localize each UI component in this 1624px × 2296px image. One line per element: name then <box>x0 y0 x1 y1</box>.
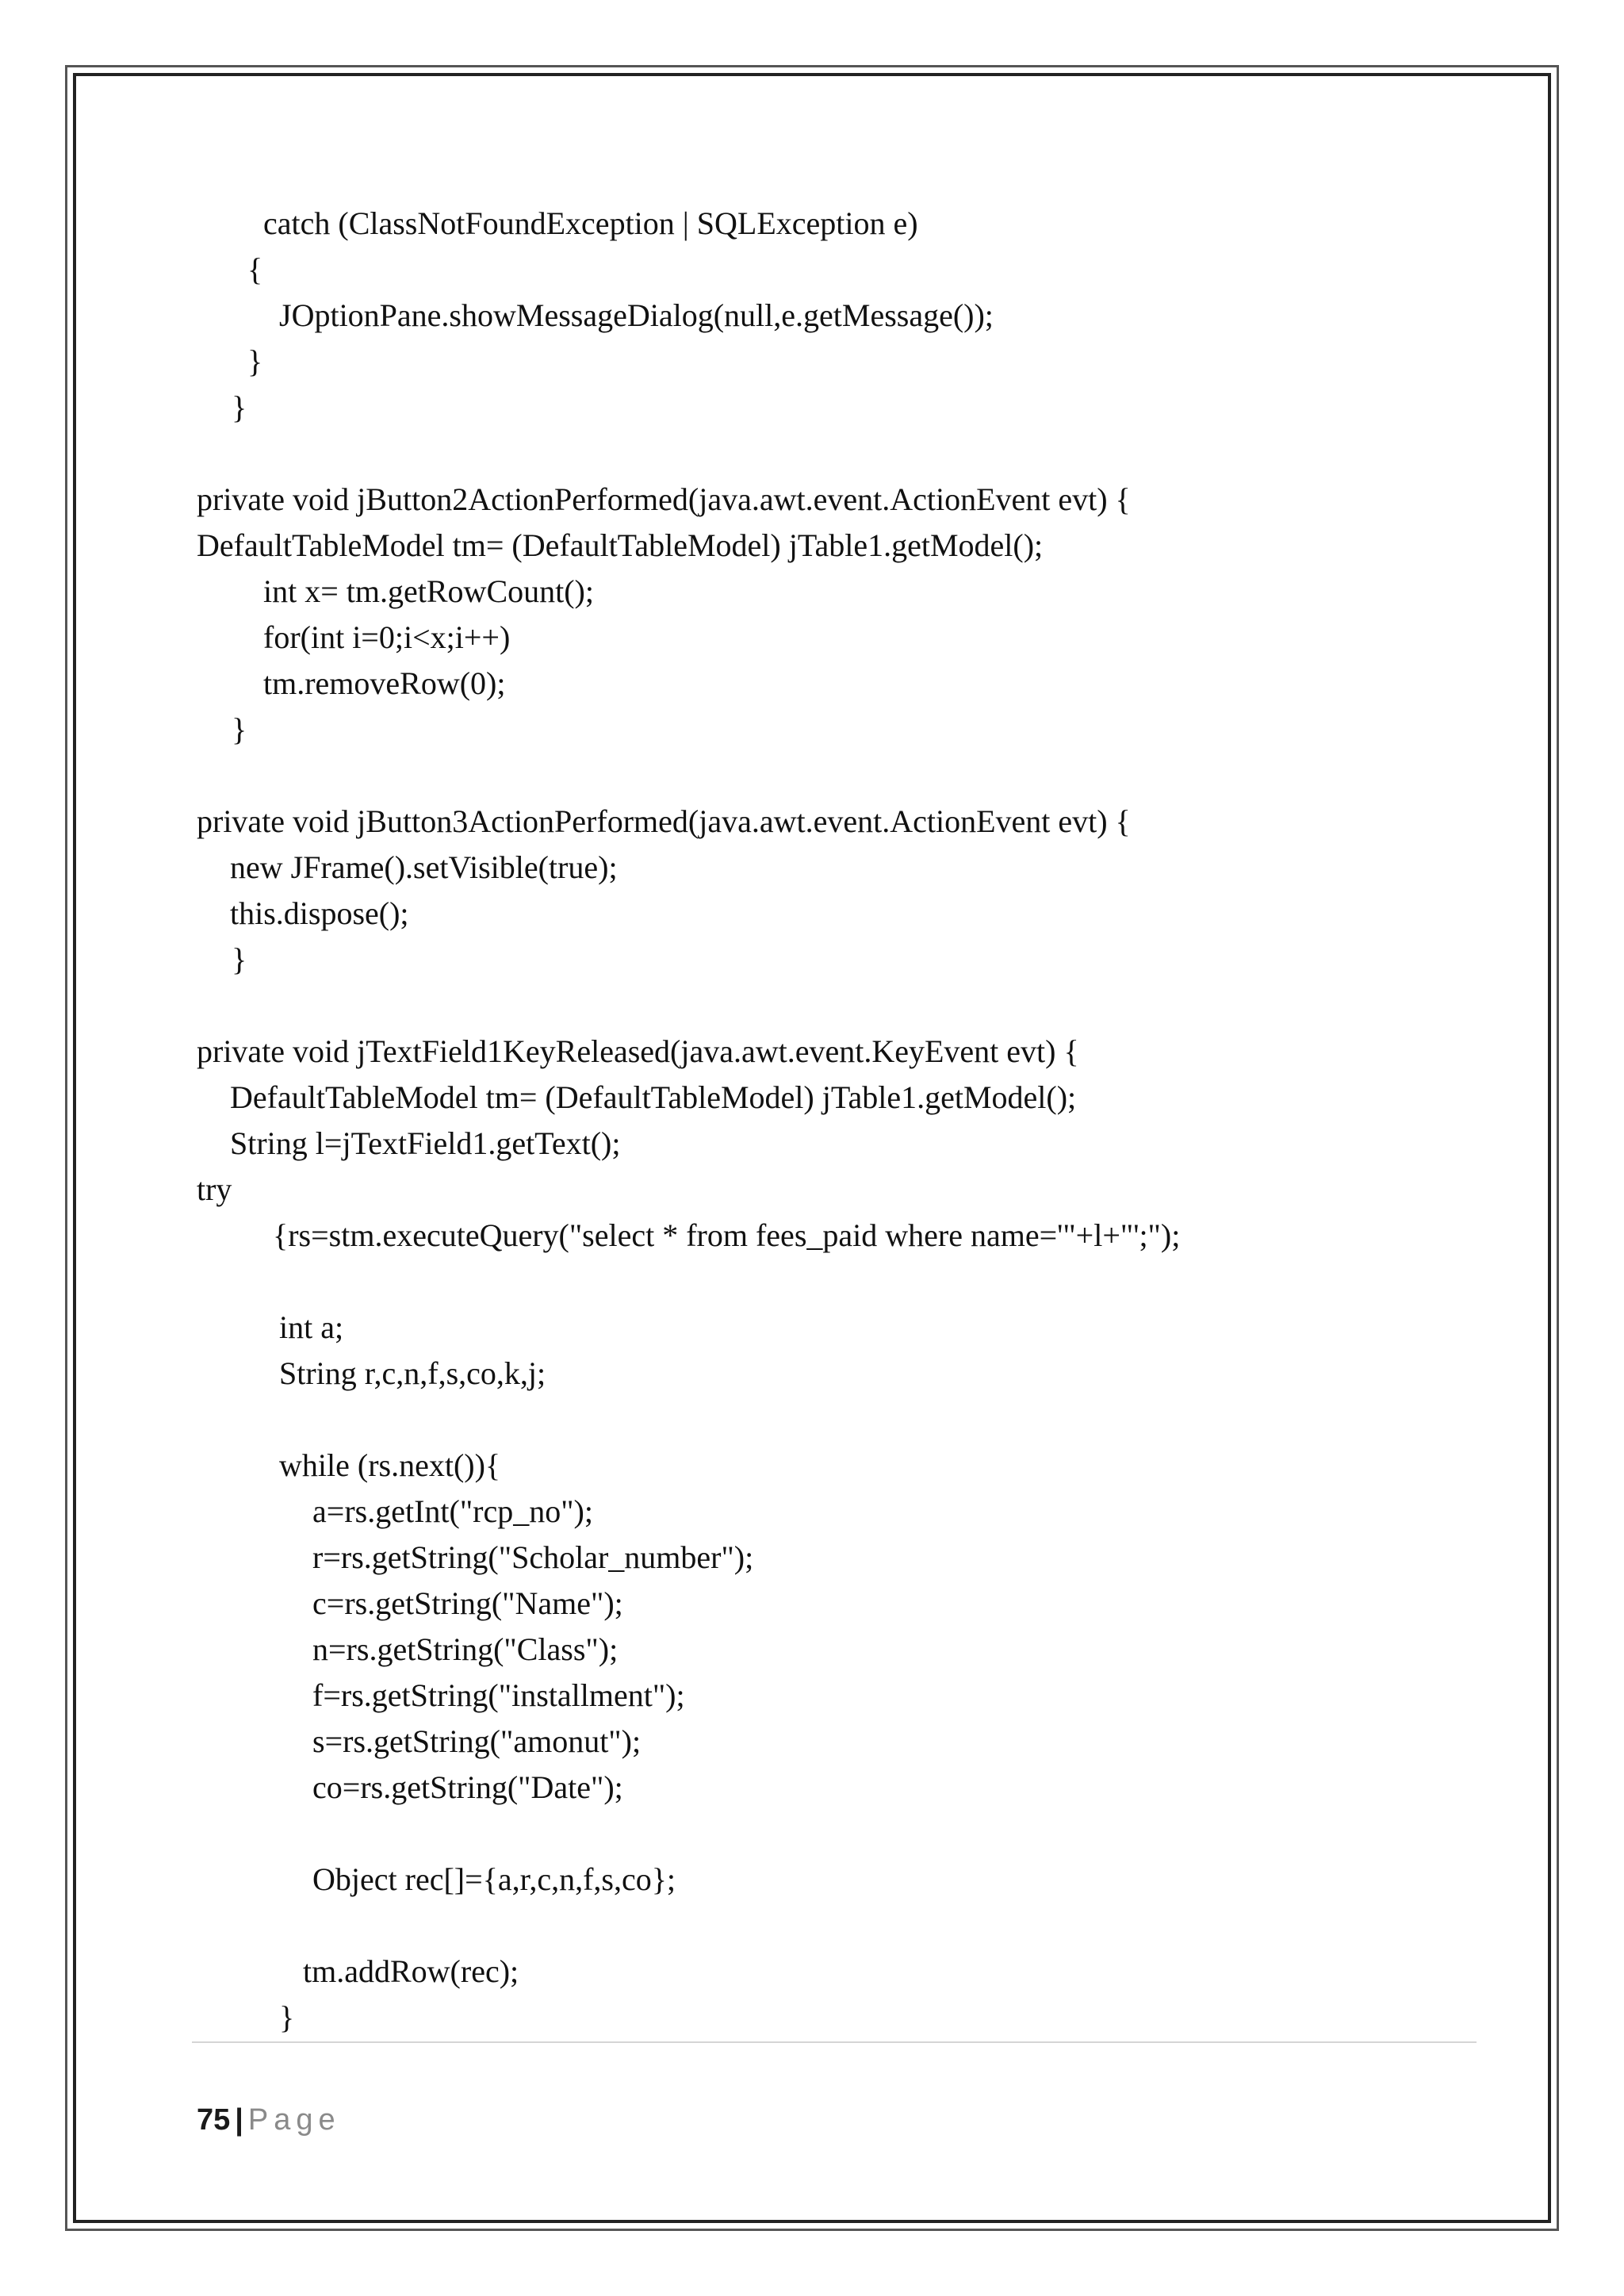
code-line: int a; <box>279 1309 344 1345</box>
page-label: Page <box>247 2103 341 2137</box>
page-number: 75 <box>197 2103 231 2137</box>
code-line: private void jButton3ActionPerformed(java.awt.event.ActionEvent evt) { <box>197 803 1131 839</box>
page-footer <box>197 2103 341 2137</box>
code-line: tm.removeRow(0); <box>263 665 506 701</box>
code-line: String l=jTextField1.getText(); <box>230 1125 621 1161</box>
code-line: {rs=stm.executeQuery("select * from fees_paid where name='"+l+"';"); <box>273 1217 1181 1253</box>
code-line: { <box>247 251 263 287</box>
code-line: } <box>232 389 247 425</box>
code-line: r=rs.getString("Scholar_number"); <box>312 1539 754 1575</box>
code-line: c=rs.getString("Name"); <box>312 1585 623 1621</box>
code-line: a=rs.getInt("rcp_no"); <box>312 1493 593 1529</box>
code-line: Object rec[]={a,r,c,n,f,s,co}; <box>312 1861 676 1897</box>
code-line: n=rs.getString("Class"); <box>312 1631 619 1667</box>
code-line: this.dispose(); <box>230 895 409 931</box>
code-line: try <box>197 1171 232 1207</box>
code-line: tm.addRow(rec); <box>303 1953 519 1989</box>
code-line: int x= tm.getRowCount(); <box>263 573 594 609</box>
code-line: for(int i=0;i<x;i++) <box>263 619 511 655</box>
code-line: catch (ClassNotFoundException | SQLException e) <box>263 205 918 241</box>
code-line: } <box>232 941 247 977</box>
code-line: DefaultTableModel tm= (DefaultTableModel) jTable1.getModel(); <box>230 1079 1077 1115</box>
code-line: private void jTextField1KeyReleased(java.awt.event.KeyEvent evt) { <box>197 1033 1079 1069</box>
code-line: } <box>232 711 247 747</box>
code-line: f=rs.getString("installment"); <box>312 1677 685 1713</box>
code-line: } <box>247 343 263 379</box>
code-line: s=rs.getString("amonut"); <box>312 1723 642 1759</box>
code-line: private void jButton2ActionPerformed(java.awt.event.ActionEvent evt) { <box>197 481 1131 517</box>
footer-divider <box>192 2041 1477 2043</box>
code-line: DefaultTableModel tm= (DefaultTableModel) jTable1.getModel(); <box>197 527 1044 563</box>
code-line: JOptionPane.showMessageDialog(null,e.getMessage()); <box>279 297 994 333</box>
footer-separator: | <box>235 2103 243 2137</box>
code-line: while (rs.next()){ <box>279 1447 501 1483</box>
code-line: co=rs.getString("Date"); <box>312 1769 623 1805</box>
code-line: } <box>279 1999 295 2035</box>
code-line: String r,c,n,f,s,co,k,j; <box>279 1355 546 1391</box>
code-line: new JFrame().setVisible(true); <box>230 849 618 885</box>
